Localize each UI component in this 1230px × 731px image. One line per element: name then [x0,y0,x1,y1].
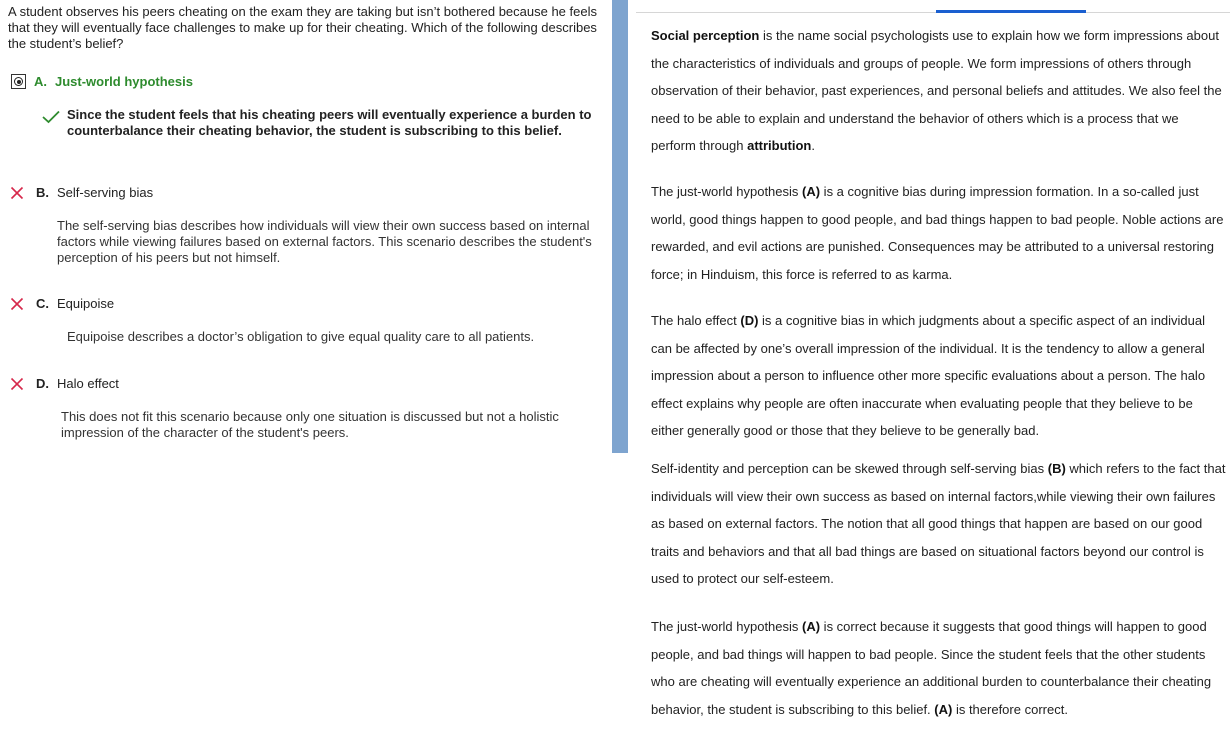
x-mark-icon [10,377,24,391]
paragraph-text: . [811,138,815,153]
explanation-paragraph [651,22,1226,160]
option-c-explanation: Equipoise describes a doctor’s obligation to give equal quality care to all patients. [67,329,535,344]
x-mark-icon [10,186,24,200]
option-b-explanation: The self-serving bias describes how individuals will view their own success based on internal factors while viewing failures based on external factors. This scenario describes the student's perception of his peers but not himself. [57,218,592,265]
bold-term: (A) [934,701,953,717]
radio-selected-icon[interactable] [11,74,26,89]
option-d[interactable] [8,376,119,391]
paragraph-text: is therefore correct. [952,701,1068,717]
paragraph-text: The just-world hypothesis [651,184,803,199]
option-c-text: Equipoise [57,296,115,311]
explanation-paragraph [651,455,1226,593]
option-a-explanation: Since the student feels that his cheating peers will eventually experience a burden to counterbalance their cheating behavior, the student is subscribing to this belief. [67,107,592,138]
paragraph-text: The halo effect [651,313,741,328]
question-stem: A student observes his peers cheating on the exam they are taking but isn’t bothered because he feels that they will eventually face challenges to make up for their cheating. Which of the following describes the student’s belief? [8,4,597,51]
option-d-letter: D. [36,376,49,391]
paragraph-text: which refers to the fact that individuals will view their own success as based on internal factors,while viewing their own failures as based on external factors. The notion that all good things that happen are based on our good traits and behaviors and that all bad things are based on situational factors beyond our control is used to protect our self-esteem. [651,461,1226,586]
bold-term: (D) [740,313,759,328]
option-a[interactable] [8,74,193,89]
option-a-letter: A. [34,74,47,89]
question-pane [0,0,610,731]
explanation-paragraph [651,178,1226,288]
explanation-paragraph [651,307,1226,445]
paragraph-text: is correct because it suggests that good things will happen to good people, and bad things will happen to bad people. Since the student feels that the other students who are cheating will eventually experience an additional burden to counterbalance their cheating behavior, the student is subscribing to this belief. [651,619,1212,717]
option-d-explanation: This does not fit this scenario because only one situation is discussed but not a holistic impression of the character of the student's peers. [61,409,559,440]
option-b[interactable] [8,185,153,200]
paragraph-text: Self-identity and perception can be skewed through self-serving bias [651,461,1048,476]
explanation-pane [636,0,1230,731]
option-c-letter: C. [36,296,49,311]
explanation-paragraph [651,613,1226,723]
checkmark-icon [42,110,60,124]
option-a-text: Just-world hypothesis [55,74,193,89]
option-b-letter: B. [36,185,49,200]
bold-term: (B) [1047,461,1066,476]
option-d-text: Halo effect [57,376,119,391]
bold-term: Social perception [651,28,760,43]
paragraph-text: is a cognitive bias in which judgments about a specific aspect of an individual can be affected by one’s overall impression of the individual. It is the tendency to allow a general impression about a person to influence other more specific evaluations about a person. The halo effect explains why people are often inaccurate when evaluating people that they believe to be either generally good or those that they believe to be generally bad. [651,313,1206,438]
pane-splitter[interactable] [612,0,628,453]
tab-rule [636,12,1230,13]
paragraph-text: is a cognitive bias during impression formation. In a so-called just world, good things happen to good people, and bad things happen to bad people. Noble actions are rewarded, and evil actions are punished. Consequences may be attributed to a universal restoring force; in Hinduism, this force is referred to as karma. [651,184,1224,282]
paragraph-text: is the name social psychologists use to explain how we form impressions about the characteristics of individuals and groups of people. We form impressions of others through observation of their behavior, past experiences, and personal beliefs and attitudes. We also feel the need to be able to explain and understand the behavior of others which is a process that we perform through [651,28,1222,153]
x-mark-icon [10,297,24,311]
bold-term: (A) [802,619,821,634]
option-b-text: Self-serving bias [57,185,154,200]
bold-term: attribution [747,138,812,153]
paragraph-text: The just-world hypothesis [651,619,803,634]
option-c[interactable] [8,296,114,311]
active-tab-indicator[interactable] [936,10,1086,13]
bold-term: (A) [802,184,821,199]
